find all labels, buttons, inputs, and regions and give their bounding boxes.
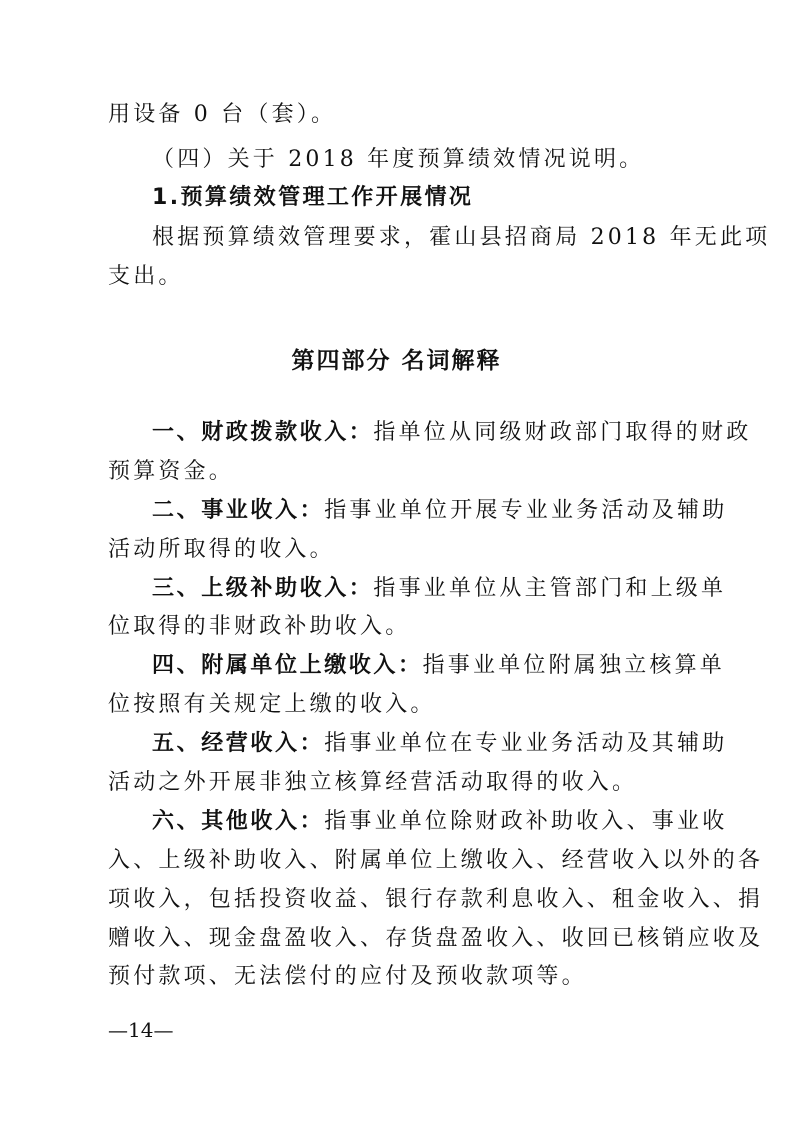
definition-line: 活动之外开展非独立核算经营活动取得的收入。 [108,770,638,795]
subheading: 1.预算绩效管理工作开展情况 [152,185,474,210]
definition-line: 位取得的非财政补助收入。 [108,614,411,639]
definition-term: 二、事业收入： [152,498,325,523]
definition-term: 三、上级补助收入： [152,576,374,601]
page-number: —14— [108,1018,174,1042]
definition-line [152,496,727,526]
definition-term: 一、财政拨款收入： [152,420,374,445]
definition-line [152,574,726,604]
definition-term: 四、附属单位上缴收入： [152,653,423,678]
section-title: 第四部分 名词解释 [291,348,502,374]
definition-line [152,651,725,681]
definition-term: 六、其他收入： [152,809,325,834]
definition-line [152,807,727,837]
definition-term: 五、经营收入： [152,731,325,756]
definition-line [152,418,751,448]
definition-line: 预算资金。 [108,459,235,484]
definition-text: 指事业单位开展专业业务活动及辅助 [324,498,728,523]
definition-line [152,729,727,759]
definition-text: 指事业单位从主管部门和上级单 [373,576,727,601]
definition-line: 活动所取得的收入。 [108,537,335,562]
definition-text: 指事业单位除财政补助收入、事业收 [324,809,728,834]
text-line: 支出。 [108,264,184,289]
text-line: （四）关于 2018 年度预算绩效情况说明。 [152,147,645,172]
definition-line: 项收入，包括投资收益、银行存款利息收入、租金收入、捐 [108,887,764,912]
definition-text: 指事业单位附属独立核算单 [422,653,726,678]
definition-line: 赠收入、现金盘盈收入、存货盘盈收入、收回已核销应收及 [108,926,764,951]
definition-text: 指单位从同级财政部门取得的财政 [373,420,752,445]
definition-text: 指事业单位在专业业务活动及其辅助 [324,731,728,756]
definition-line: 预付款项、无法偿付的应付及预收款项等。 [108,964,587,989]
text-line: 根据预算绩效管理要求，霍山县招商局 2018 年无此项 [152,225,771,250]
definition-line: 位按照有关规定上缴的收入。 [108,692,436,717]
text-line: 用设备 0 台（套）。 [108,102,337,127]
definition-line: 入、上级补助收入、附属单位上缴收入、经营收入以外的各 [108,848,764,873]
